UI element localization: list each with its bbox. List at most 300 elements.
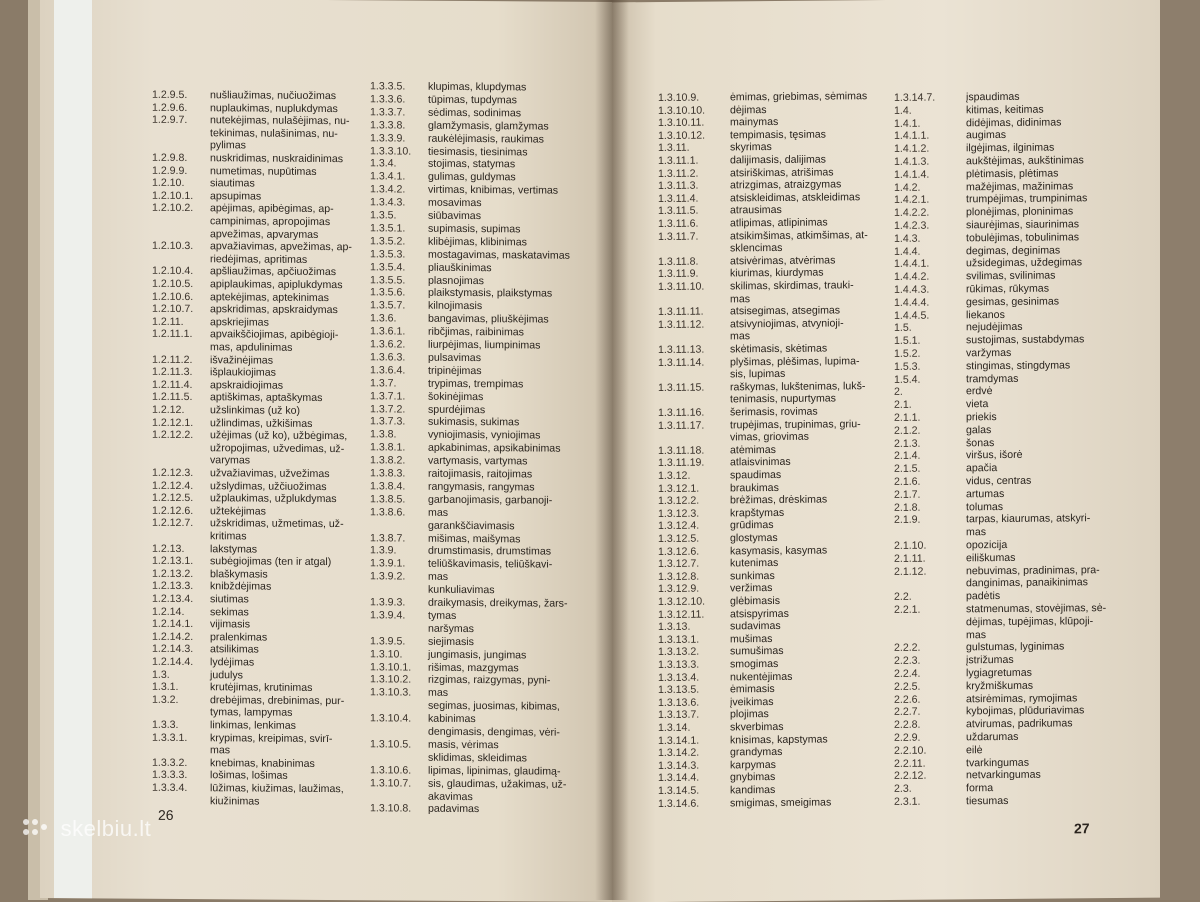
index-entry — [658, 254, 835, 268]
index-entry — [894, 206, 1073, 220]
entry-number: 1.5. — [894, 322, 966, 335]
entry-text: aptekėjimas, aptekinimas — [210, 291, 329, 304]
entry-text: kiužinimas — [210, 795, 259, 807]
index-entry — [658, 696, 774, 709]
entry-text: apsupimas — [210, 190, 261, 202]
index-entry — [894, 513, 1090, 527]
index-entry — [894, 295, 1059, 308]
entry-text: ėmimas, griebimas, sėmimas — [730, 90, 867, 103]
entry-text: nebuvimas, pradinimas, pra- — [966, 564, 1100, 577]
entry-text: tymas — [428, 610, 456, 622]
index-entry — [370, 403, 485, 416]
entry-number: 1.3.7. — [370, 377, 428, 389]
entry-number — [894, 625, 966, 626]
index-entry — [894, 411, 997, 424]
index-entry — [658, 191, 860, 205]
entry-number: 1.2.14.3. — [152, 643, 210, 655]
index-entry — [370, 803, 479, 816]
index-entry — [152, 442, 344, 455]
entry-text: atrausimas — [730, 204, 782, 216]
entry-number: 1.3.12.10. — [658, 595, 730, 608]
index-entry — [658, 771, 775, 784]
watermark-logo-icon — [22, 816, 48, 844]
entry-text: lošimas, lošimas — [210, 770, 288, 783]
entry-text: apskraidiojimas — [210, 379, 283, 392]
entry-text: nuplaukimas, nuplukdymas — [210, 102, 338, 115]
index-entry — [152, 177, 255, 190]
entry-number: 1.3.13.4. — [658, 671, 730, 684]
entry-number: 1.3.3.8. — [370, 119, 428, 131]
entry-text: atvirumas, padrikumas — [966, 718, 1073, 731]
entry-text: šokinėjimas — [428, 390, 483, 402]
entry-number — [658, 302, 730, 303]
index-entry — [894, 347, 1011, 360]
entry-number: 1.4.4.1. — [894, 258, 966, 271]
index-entry — [370, 222, 520, 235]
index-entry — [658, 242, 782, 255]
entry-text: padėtis — [966, 590, 1000, 602]
entry-text: forma — [966, 782, 993, 794]
index-entry — [152, 568, 268, 581]
entry-text: užtekėjimas — [210, 505, 266, 517]
index-entry — [370, 712, 476, 725]
entry-number: 1.5.3. — [894, 360, 966, 373]
entry-number: 1.3.5.4. — [370, 261, 428, 273]
index-entry — [894, 526, 986, 539]
entry-number: 2.2.2. — [894, 642, 966, 655]
entry-text: atsivėrimas, atvėrimas — [730, 254, 835, 267]
entry-number: 1.3.13.7. — [658, 709, 730, 722]
index-entry — [370, 583, 495, 596]
entry-number: 1.3.11.4. — [658, 192, 730, 205]
index-entry — [152, 404, 300, 417]
entry-text: atėmimas — [730, 444, 776, 456]
entry-text: garankščiavimasis — [428, 519, 515, 532]
entry-text: apskriejimas — [210, 316, 269, 328]
index-entry — [152, 290, 329, 303]
entry-text: apvažiavimas, apvežimas, ap- — [210, 240, 352, 253]
entry-text: subėgiojimas (ten ir atgal) — [210, 555, 331, 568]
entry-number: 1.3.13.6. — [658, 696, 730, 709]
index-entry — [152, 429, 347, 442]
entry-text: gesimas, gesinimas — [966, 295, 1059, 308]
entry-text: apvaikščiojimas, apibėgioji- — [210, 329, 338, 342]
index-entry — [152, 454, 250, 467]
index-entry — [370, 454, 527, 467]
entry-text: tenimasis, nupurtymas — [730, 393, 836, 406]
index-entry — [370, 80, 526, 93]
entry-text: užslinkimas (už ko) — [210, 404, 300, 417]
index-entry — [894, 577, 1088, 591]
entry-text: varžymas — [966, 347, 1011, 359]
entry-text: atsirėmimas, rymojimas — [966, 692, 1077, 705]
entry-number: 1.2.12.4. — [152, 479, 210, 491]
entry-number — [894, 587, 966, 588]
entry-number: 1.2.9.7. — [152, 114, 210, 126]
index-entry — [152, 618, 250, 631]
index-entry — [152, 605, 249, 618]
entry-number: 1.3.8. — [370, 429, 428, 441]
entry-number: 1.4.4.3. — [894, 283, 966, 296]
entry-number: 2.1.8. — [894, 501, 966, 514]
entry-text: aukštėjimas, aukštinimas — [966, 154, 1084, 167]
entry-text: plaikstymasis, plaikstymas — [428, 287, 552, 300]
index-entry — [658, 759, 776, 772]
entry-text: plojimas — [730, 708, 769, 720]
entry-number: 1.4.3. — [894, 232, 966, 245]
entry-number: 1.3.6.4. — [370, 364, 428, 376]
entry-number: 1.3.11.18. — [658, 444, 730, 457]
entry-text: mas — [966, 629, 986, 641]
entry-text: supimasis, supimas — [428, 223, 520, 236]
index-entry — [152, 505, 266, 518]
index-entry — [658, 393, 836, 407]
index-entry — [370, 558, 552, 571]
index-entry — [152, 643, 259, 656]
index-entry — [152, 694, 344, 707]
entry-text: dėjimas — [730, 104, 767, 116]
entry-text: glamžymasis, glamžymas — [428, 119, 549, 132]
entry-text: atlipimas, atlipinimas — [730, 217, 828, 230]
entry-number — [658, 441, 730, 442]
index-entry — [152, 794, 259, 807]
entry-text: tvarkingumas — [966, 756, 1029, 769]
index-entry — [152, 782, 344, 795]
index-entry — [894, 488, 1004, 501]
index-entry — [658, 570, 775, 583]
entry-number: 1.4.2.2. — [894, 206, 966, 219]
entry-number: 1.3.10.12. — [658, 129, 730, 142]
entry-text: užplaukimas, užplukdymas — [210, 492, 337, 505]
watermark — [22, 816, 151, 844]
index-entry — [658, 331, 750, 344]
entry-text: kutenimas — [730, 557, 778, 569]
entry-text: siaurėjimas, siaurinimas — [966, 218, 1079, 231]
index-entry — [370, 635, 474, 648]
entry-text: lygiagretumas — [966, 667, 1032, 680]
entry-text: mas — [966, 526, 986, 538]
entry-number: 1.3.4.1. — [370, 171, 428, 183]
entry-number: 1.3.3.4. — [152, 782, 210, 794]
entry-text: raukėlėjimasis, raukimas — [428, 132, 544, 145]
entry-number: 2.2.4. — [894, 667, 966, 680]
index-entry — [152, 253, 307, 266]
index-entry — [658, 733, 828, 746]
entry-number: 1.3.11.10. — [658, 280, 730, 293]
entry-number: 1.4.4.4. — [894, 296, 966, 309]
entry-number: 2.1.7. — [894, 488, 966, 501]
entry-text: dėjimas, tupėjimas, klūpoji- — [966, 615, 1093, 628]
entry-text: rišimas, mazgymas — [428, 661, 519, 674]
entry-number: 1.3.12.2. — [658, 495, 730, 508]
index-entry — [658, 784, 775, 797]
entry-number: 1.3.10.11. — [658, 117, 730, 130]
entry-number: 1.3.9.2. — [370, 570, 428, 582]
index-entry — [152, 89, 336, 102]
index-entry — [658, 317, 844, 331]
entry-number: 2.1.10. — [894, 539, 966, 552]
entry-text: mas — [730, 331, 750, 343]
entry-number: 1.2.12.5. — [152, 492, 210, 504]
entry-number: 1.4.4.5. — [894, 309, 966, 322]
index-entry — [370, 493, 552, 506]
entry-text: mostagavimas, maskatavimas — [428, 248, 570, 261]
entry-text: danginimas, panaikinimas — [966, 577, 1088, 590]
entry-number: 2.1. — [894, 398, 966, 411]
entry-number: 1.3.14.2. — [658, 747, 730, 760]
entry-text: tripinėjimas — [428, 365, 482, 377]
index-entry — [152, 101, 338, 114]
entry-text: bangavimas, pliuškėjimas — [428, 313, 549, 326]
index-entry — [152, 190, 261, 203]
entry-number: 1.2.10.3. — [152, 240, 210, 252]
index-entry — [370, 235, 527, 248]
index-entry — [658, 406, 818, 419]
index-entry — [658, 217, 828, 230]
index-entry — [152, 744, 230, 757]
entry-number: 1.2.10.4. — [152, 265, 210, 277]
left-page — [40, 0, 612, 902]
entry-number: 1.3.10.8. — [370, 803, 428, 815]
entry-text: uždarumas — [966, 731, 1018, 743]
entry-text: spurdėjimas — [428, 403, 485, 415]
entry-text: draikymasis, dreikymas, žars- — [428, 597, 568, 610]
entry-number: 1.3.11.9. — [658, 268, 730, 281]
index-entry — [370, 261, 492, 274]
index-entry — [658, 595, 780, 608]
entry-text: artumas — [966, 488, 1004, 500]
index-entry — [370, 777, 566, 790]
entry-text: lakstymas — [210, 543, 257, 555]
entry-text: tarpas, kiaurumas, atskyri- — [966, 513, 1090, 526]
entry-text: mas — [210, 744, 230, 756]
entry-number: 1.2.9.5. — [152, 89, 210, 101]
index-entry — [152, 681, 312, 694]
entry-number — [658, 252, 730, 253]
index-entry — [894, 283, 1049, 296]
index-entry — [370, 196, 482, 209]
index-entry — [152, 366, 276, 379]
index-entry — [658, 444, 776, 457]
entry-text: kandimas — [730, 784, 775, 796]
index-entry — [658, 721, 784, 734]
index-entry — [370, 145, 528, 158]
entry-text: kabinimas — [428, 713, 476, 725]
index-entry — [894, 193, 1087, 207]
entry-number: 1.2.9.8. — [152, 152, 210, 164]
entry-number: 1.3.11.7. — [658, 230, 730, 243]
entry-text: krypimas, kreipimas, svirī- — [210, 732, 332, 745]
entry-number: 1.3.2. — [152, 694, 210, 706]
index-entry — [658, 645, 784, 658]
entry-text: gulimas, guldymas — [428, 171, 516, 184]
entry-text: glėbimasis — [730, 595, 780, 607]
index-entry — [152, 479, 327, 492]
entry-text: šonas — [966, 437, 994, 449]
index-entry — [370, 687, 448, 700]
entry-text: užvažiavimas, užvežimas — [210, 467, 330, 480]
entry-number: 2.3.1. — [894, 795, 966, 808]
entry-number: 1.2.10.1. — [152, 190, 210, 202]
index-entry — [894, 769, 1041, 782]
entry-text: sekimas — [210, 606, 249, 618]
index-entry — [152, 379, 283, 392]
index-entry — [658, 368, 785, 381]
index-entry — [658, 482, 779, 495]
entry-text: braukimas — [730, 482, 779, 494]
index-entry — [658, 507, 784, 520]
index-entry — [894, 654, 1014, 667]
entry-text: kitimas, keitimas — [966, 103, 1044, 116]
entry-number: 1.2.9.6. — [152, 101, 210, 113]
entry-number: 2.1.9. — [894, 514, 966, 527]
entry-number: 1.2.13.4. — [152, 593, 210, 605]
entry-text: segimas, juosimas, kibimas, — [428, 700, 560, 713]
entry-number: 2.1.4. — [894, 450, 966, 463]
index-entry — [152, 706, 292, 719]
index-entry — [658, 279, 854, 293]
entry-text: eilė — [966, 744, 983, 756]
entry-number: 1.2.14. — [152, 605, 210, 617]
entry-text: tūpimas, tupdymas — [428, 94, 517, 107]
entry-text: skėtimasis, skėtimas — [730, 343, 827, 356]
entry-text: sėdimas, sodinimas — [428, 107, 521, 120]
entry-number: 1.2.12. — [152, 404, 210, 416]
entry-number — [894, 638, 966, 639]
index-entry — [894, 154, 1084, 168]
entry-text: drebėjimas, drebinimas, pur- — [210, 694, 344, 707]
index-entry — [370, 158, 515, 171]
entry-number: 1.3.11. — [658, 142, 730, 155]
entry-text: campinimas, apropojimas — [210, 215, 330, 228]
index-entry — [370, 441, 561, 454]
index-entry — [370, 390, 483, 403]
entry-number: 1.3.12. — [658, 469, 730, 482]
entry-text: apėjimas, apibėgimas, ap- — [210, 203, 334, 216]
entry-text: plonėjimas, ploninimas — [966, 206, 1073, 219]
index-entry — [894, 564, 1100, 578]
entry-number: 1.3.12.7. — [658, 558, 730, 571]
entry-number: 1.2.13. — [152, 542, 210, 554]
entry-text: kryžmiškumas — [966, 680, 1033, 693]
entry-text: vidus, centras — [966, 475, 1031, 488]
index-entry — [894, 756, 1029, 769]
entry-number: 1.2.14.1. — [152, 618, 210, 630]
entry-number: 1.2.12.3. — [152, 467, 210, 479]
watermark-text: skelbiu.lt — [61, 816, 152, 841]
index-entry — [894, 641, 1064, 654]
index-entry — [152, 530, 247, 543]
entry-text: priekis — [966, 411, 997, 423]
index-entry — [152, 517, 344, 530]
entry-text: svilimas, svilinimas — [966, 270, 1055, 283]
entry-number: 1.3.14.1. — [658, 734, 730, 747]
entry-number: 2.2.6. — [894, 693, 966, 706]
entry-text: tymas, lampymas — [210, 707, 292, 720]
entry-text: lydėjimas — [210, 656, 254, 668]
index-entry — [370, 519, 515, 532]
index-entry — [894, 629, 986, 642]
index-entry — [370, 751, 527, 764]
index-entry — [894, 501, 1003, 514]
entry-text: vyniojimasis, vyniojimas — [428, 429, 540, 442]
index-entry — [370, 725, 560, 738]
entry-text: opozicija — [966, 539, 1007, 551]
index-entry — [894, 129, 1006, 142]
index-entry — [658, 431, 809, 444]
entry-number: 1.3.11.17. — [658, 419, 730, 432]
index-entry — [370, 132, 544, 145]
index-entry — [370, 351, 481, 364]
entry-text: raškymas, lukštenimas, lukš- — [730, 380, 865, 393]
entry-text: padavimas — [428, 803, 479, 815]
entry-text: varymas — [210, 455, 250, 467]
entry-text: užlindimas, užkišimas — [210, 417, 312, 430]
entry-number: 1.2.9.9. — [152, 164, 210, 176]
entry-number: 1.4.4. — [894, 245, 966, 258]
entry-number: 1.3.6. — [370, 312, 428, 324]
entry-number: 1.3.10.5. — [370, 738, 428, 750]
entry-number: 1.4.2.3. — [894, 219, 966, 232]
right-page — [612, 0, 1160, 902]
index-entry — [658, 746, 782, 759]
entry-number: 1.3.8.7. — [370, 532, 428, 544]
entry-text: sklencimas — [730, 242, 782, 254]
entry-number: 1.3.5.3. — [370, 248, 428, 260]
index-entry — [658, 796, 831, 810]
entry-text: vijimasis — [210, 618, 250, 630]
entry-number: 1.3.11.1. — [658, 154, 730, 167]
entry-number: 1.3.11.16. — [658, 406, 730, 419]
entry-number: 1.3.11.13. — [658, 343, 730, 356]
entry-text: veržimas — [730, 582, 772, 594]
index-entry — [894, 309, 1005, 322]
index-entry — [658, 116, 778, 129]
entry-number: 1.2.11.5. — [152, 391, 210, 403]
entry-number: 1.3.8.1. — [370, 441, 428, 453]
entry-number: 1.3.9.3. — [370, 596, 428, 608]
entry-number: 1.2.11.2. — [152, 353, 210, 365]
entry-text: tobulėjimas, tobulinimas — [966, 231, 1079, 244]
index-entry — [370, 596, 568, 609]
entry-number: 2.2.3. — [894, 654, 966, 667]
entry-text: grūdimas — [730, 519, 774, 531]
entry-text: užsidegimas, uždegimas — [966, 257, 1082, 270]
entry-text: siautimas — [210, 177, 255, 189]
index-entry — [370, 274, 484, 287]
index-entry — [658, 519, 774, 532]
entry-number: 1.2.13.3. — [152, 580, 210, 592]
entry-number: 2.2.7. — [894, 706, 966, 719]
entry-text: plyšimas, plėšimas, lupima- — [730, 355, 860, 368]
entry-text: vimas, griovimas — [730, 431, 809, 444]
entry-number: 1.3.13. — [658, 621, 730, 634]
index-entry — [894, 680, 1033, 693]
index-entry — [658, 658, 778, 671]
entry-number: 1.3.11.12. — [658, 318, 730, 331]
entry-text: trumpėjimas, trumpinimas — [966, 193, 1087, 206]
entry-number: 1.4.1.1. — [894, 130, 966, 143]
entry-text: tempimasis, tęsimas — [730, 128, 826, 141]
entry-text: vieta — [966, 398, 988, 410]
entry-text: kritimas — [210, 530, 247, 542]
index-entry — [658, 532, 778, 545]
index-entry — [370, 364, 482, 377]
entry-number: 1.3.10.9. — [658, 91, 730, 104]
entry-text: siūbavimas — [428, 210, 481, 222]
index-entry — [152, 555, 331, 568]
index-entry — [894, 437, 994, 450]
